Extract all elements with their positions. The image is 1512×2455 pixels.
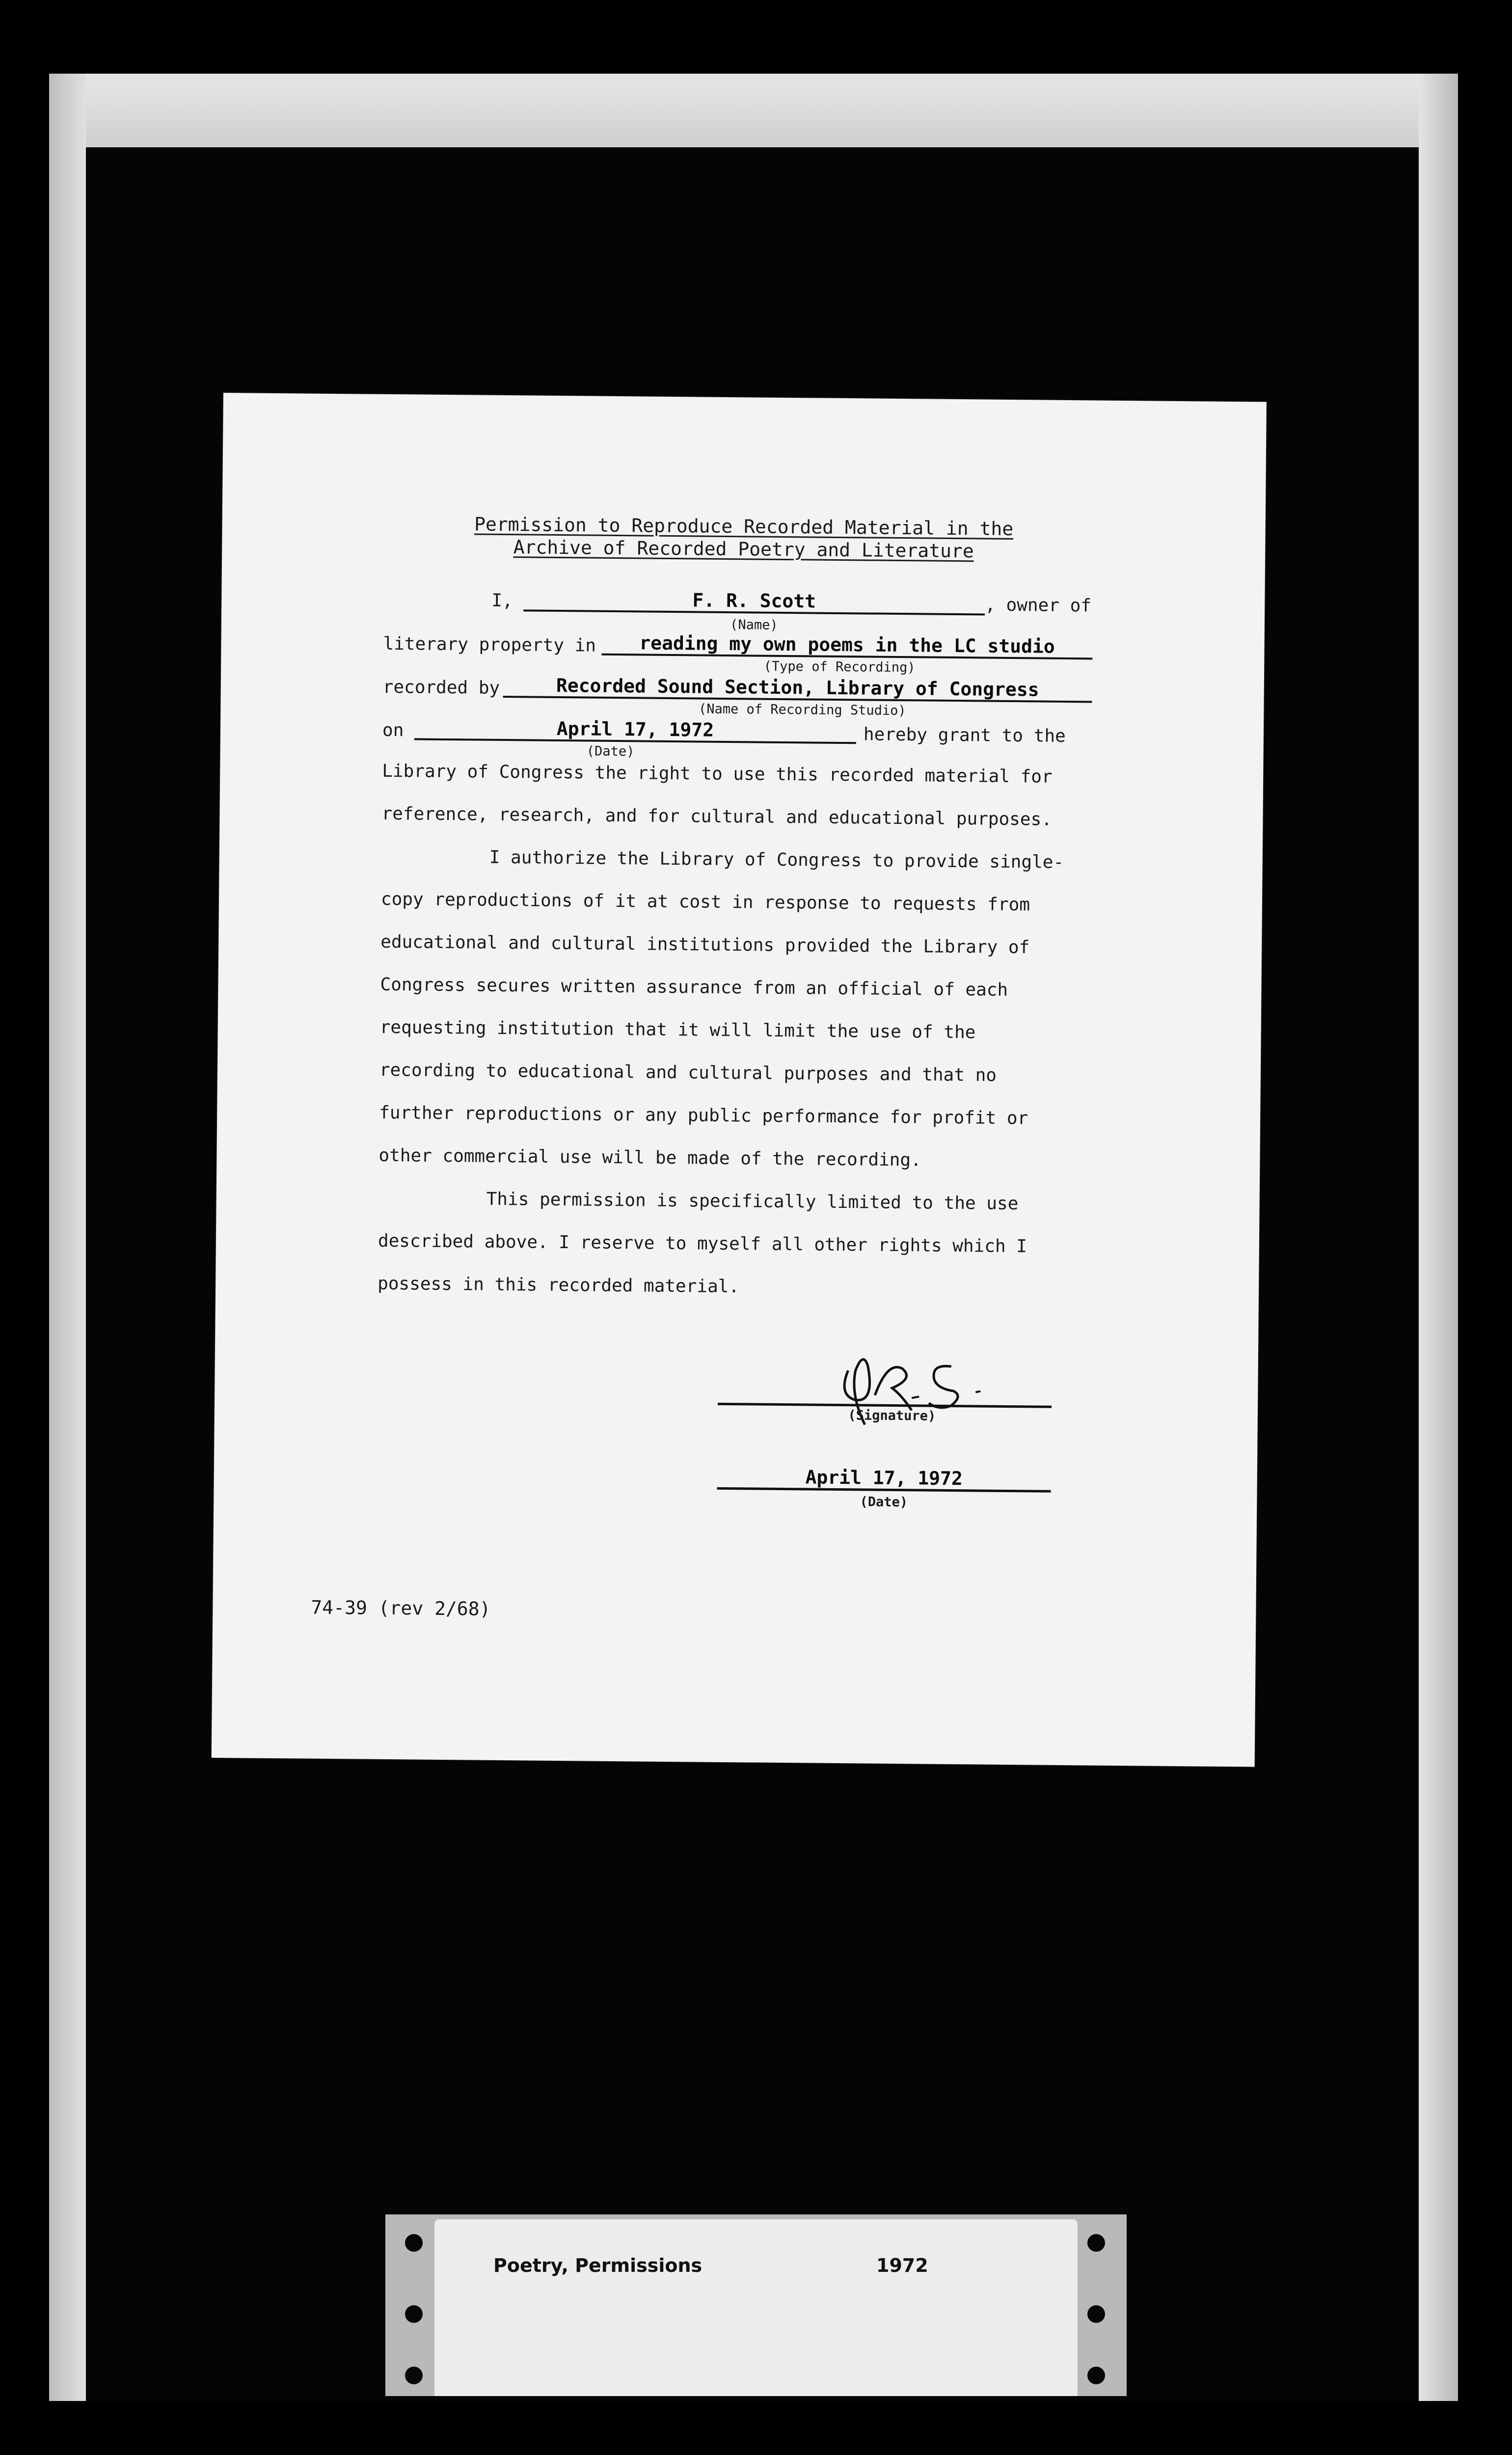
film-left-strip	[49, 74, 86, 2401]
recording-type-caption: (Type of Recording)	[763, 658, 916, 676]
card-hole	[1087, 2234, 1105, 2252]
card-hole	[405, 2234, 423, 2252]
studio-field: Recorded Sound Section, Library of Congress	[503, 674, 1092, 703]
form-title	[222, 511, 1266, 565]
studio-caption: (Name of Recording Studio)	[698, 701, 906, 719]
form-number: 74-39 (rev 2/68)	[311, 1596, 491, 1620]
card-hole	[1087, 2305, 1105, 2323]
signature-date-caption: (Date)	[860, 1494, 908, 1510]
film-right-strip	[1419, 74, 1458, 2401]
title-line-2: Archive of Recorded Poetry and Literature	[513, 536, 974, 562]
index-year: 1972	[876, 2255, 928, 2276]
recorded-by-text: recorded by	[382, 677, 500, 698]
paragraph-3-container	[378, 1177, 1061, 1311]
owner-of-text: , owner of	[985, 595, 1092, 616]
index-card	[385, 2214, 1127, 2396]
card-hole	[1087, 2367, 1105, 2384]
date-field: April 17, 1972	[414, 716, 856, 744]
index-card-label-area	[434, 2219, 1078, 2396]
name-field: F. R. Scott	[523, 588, 985, 615]
intro-prefix: I,	[491, 590, 513, 611]
signature-date-field: April 17, 1972	[717, 1466, 1051, 1493]
recording-type-field: reading my own poems in the LC studio	[601, 632, 1092, 660]
film-top-strip	[49, 74, 1458, 147]
date-caption: (Date)	[586, 743, 635, 760]
permission-form-page	[212, 393, 1267, 1767]
signature-caption: (Signature)	[848, 1408, 936, 1424]
on-text: on	[382, 720, 404, 741]
card-hole	[405, 2305, 423, 2323]
paragraph-1: Library of Congress the right to use this recorded material for reference, research, and for cultural and educational purposes.	[381, 761, 1053, 830]
paragraph-3: This permission is specifically limited to the use described above. I reserve to myself all other rights which I possess in this recorded material.	[378, 1189, 1027, 1297]
paragraph-2: I authorize the Library of Congress to provide single-copy reproductions of it at cost in response to requests from educational and cultural institutions provided the Library of Congress secures written assurance from an official of each requesting institution that it will limit the use of the recording to educational and cultural purposes and that no further reproductions or any public performance for profit or other commercial use will be made of the recording.	[378, 847, 1064, 1171]
title-line-1: Permission to Reproduce Recorded Material in the	[474, 513, 1014, 540]
card-hole	[405, 2367, 423, 2384]
hereby-grant-text: hereby grant to the	[863, 724, 1066, 746]
name-caption: (Name)	[729, 617, 778, 633]
literary-property-text: literary property in	[383, 633, 596, 656]
index-subject: Poetry, Permissions	[493, 2255, 702, 2276]
paragraph-2-container	[378, 835, 1069, 1183]
